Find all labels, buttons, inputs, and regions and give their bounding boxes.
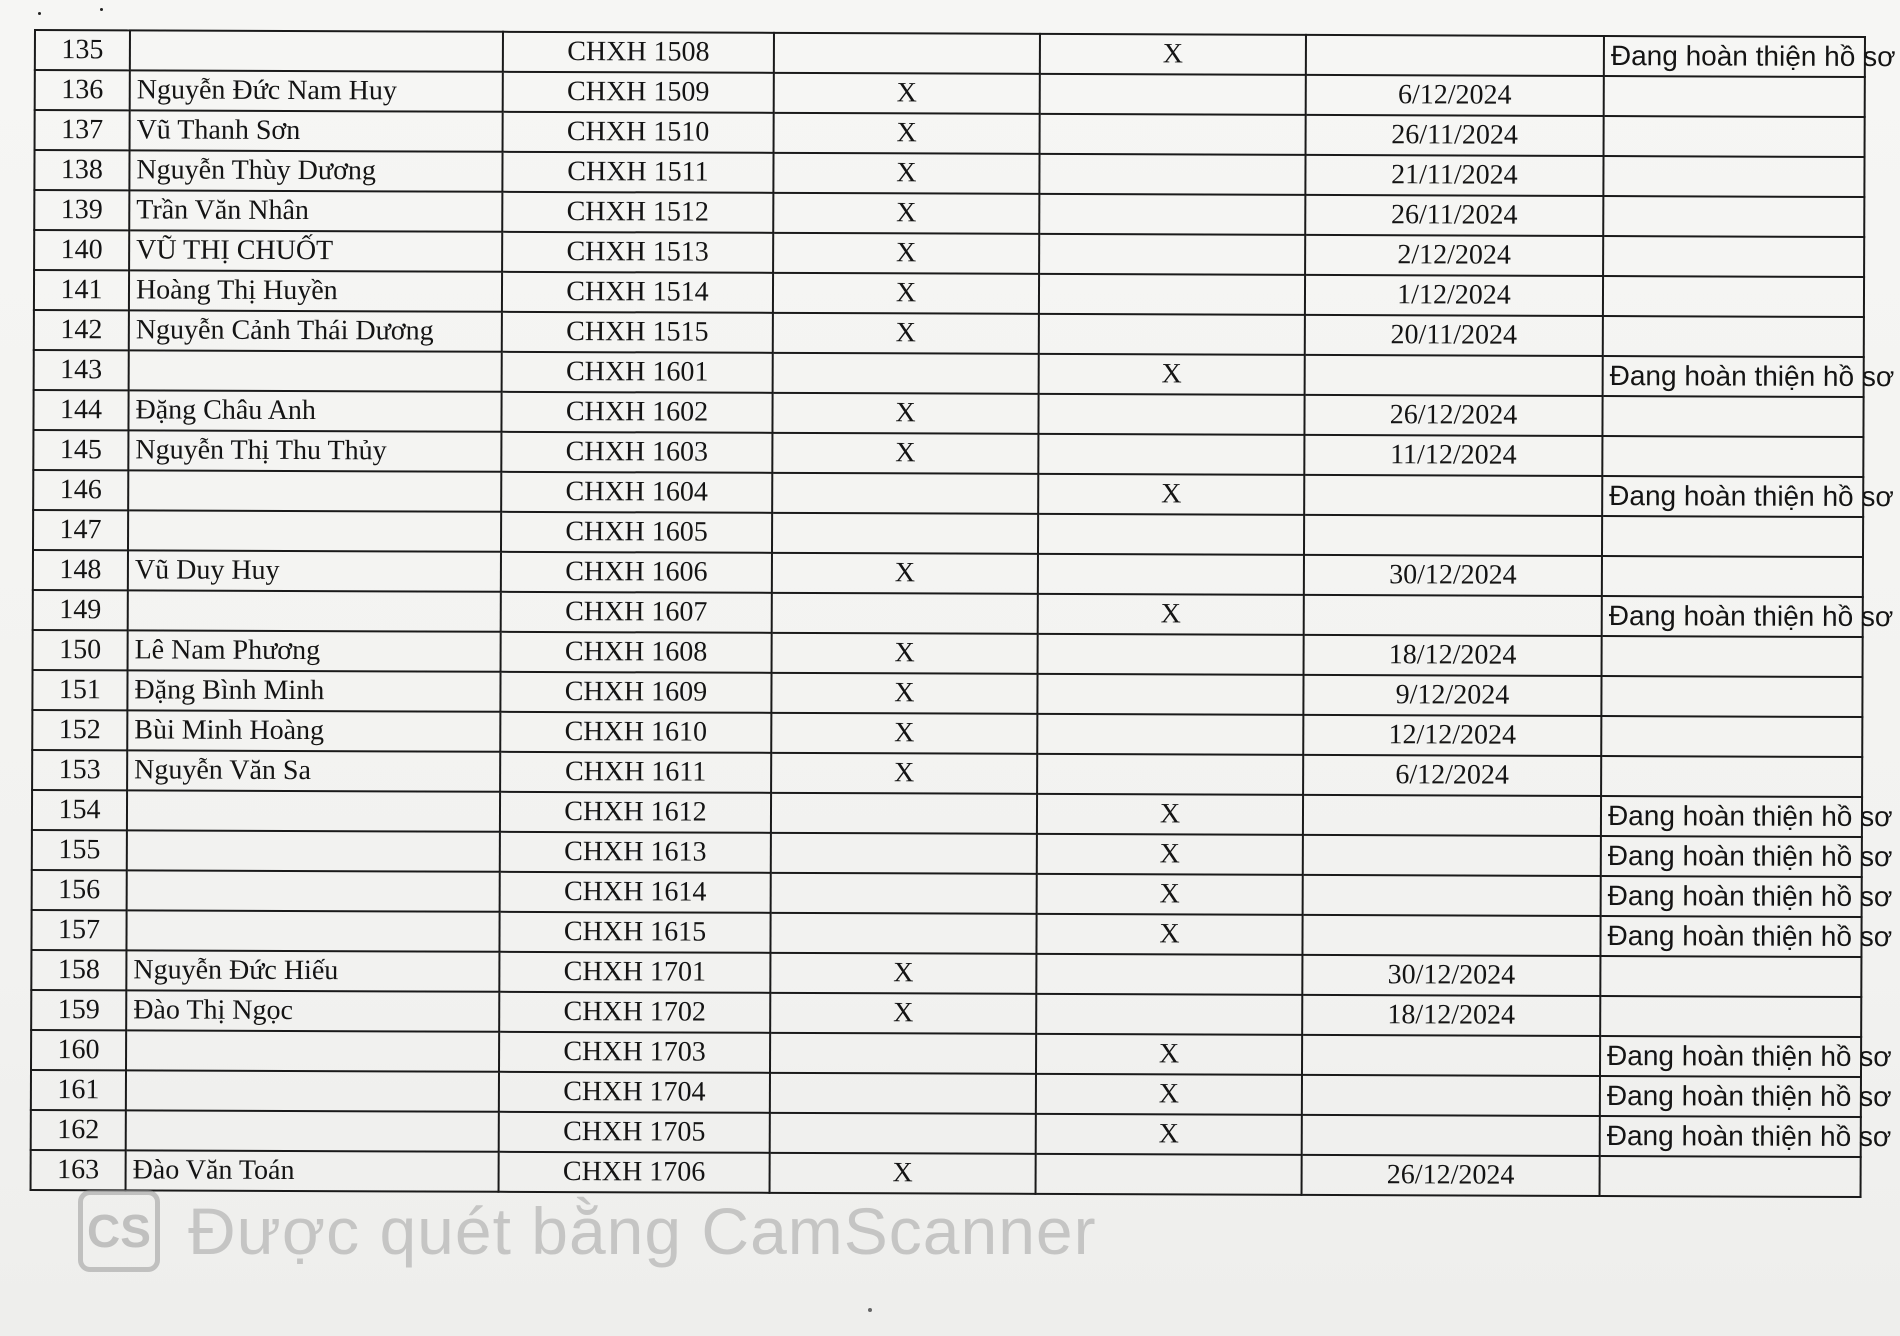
date-cell: 11/12/2024	[1304, 435, 1602, 476]
mark-cell-a: X	[773, 193, 1039, 234]
date-cell: 30/12/2024	[1302, 955, 1600, 996]
mark-cell-a: X	[772, 633, 1038, 674]
mark-cell-b	[1039, 234, 1305, 275]
name-cell	[126, 1070, 499, 1111]
note-cell	[1602, 436, 1863, 477]
note-cell	[1601, 676, 1862, 717]
name-cell	[128, 590, 501, 631]
row-number-cell: 141	[34, 270, 129, 310]
date-cell	[1303, 835, 1601, 876]
table-row	[34, 150, 1864, 197]
note-cell	[1602, 556, 1863, 597]
date-cell: 26/11/2024	[1305, 195, 1603, 236]
scan-specks	[38, 8, 118, 18]
row-number-cell: 152	[32, 710, 127, 750]
date-cell: 6/12/2024	[1303, 755, 1601, 796]
mark-cell-a	[771, 833, 1037, 874]
table-row	[33, 590, 1863, 637]
row-number-cell: 137	[35, 110, 130, 150]
mark-cell-b: X	[1039, 354, 1305, 395]
row-number-cell: 140	[34, 230, 129, 270]
mark-cell-a	[772, 513, 1038, 554]
row-number-cell: 145	[33, 430, 128, 470]
mark-cell-a: X	[774, 113, 1040, 154]
apartment-code-cell: CHXH 1614	[500, 872, 771, 913]
note-cell	[1601, 716, 1862, 757]
mark-cell-b	[1038, 514, 1304, 555]
mark-cell-b	[1040, 74, 1306, 115]
mark-cell-b	[1038, 554, 1304, 595]
date-cell: 26/12/2024	[1304, 395, 1602, 436]
name-cell	[126, 1110, 499, 1151]
table-row	[31, 910, 1861, 957]
note-cell	[1602, 636, 1863, 677]
apartment-code-cell: CHXH 1610	[500, 712, 771, 753]
table-row	[32, 870, 1862, 917]
mark-cell-b	[1039, 274, 1305, 315]
apartment-code-cell: CHXH 1514	[502, 272, 773, 313]
mark-cell-a: X	[771, 673, 1037, 714]
mark-cell-b: X	[1036, 1034, 1302, 1075]
date-cell: 18/12/2024	[1304, 635, 1602, 676]
date-cell: 9/12/2024	[1303, 675, 1601, 716]
mark-cell-a: X	[771, 753, 1037, 794]
name-cell	[127, 830, 500, 871]
mark-cell-b: X	[1037, 834, 1303, 875]
apartment-code-cell: CHXH 1611	[500, 752, 771, 793]
name-cell: Đặng Bình Minh	[127, 670, 500, 711]
apartment-code-cell: CHXH 1704	[499, 1072, 770, 1113]
date-cell: 26/12/2024	[1302, 1155, 1600, 1196]
note-cell: Đang hoàn thiện hồ sơ	[1602, 596, 1863, 637]
name-cell: Nguyễn Văn Sa	[127, 750, 500, 791]
apartment-code-cell: CHXH 1512	[502, 192, 773, 233]
table-row	[31, 1030, 1861, 1077]
date-cell	[1304, 515, 1602, 556]
note-cell	[1603, 316, 1864, 357]
table-row	[34, 190, 1864, 237]
apartment-code-cell: CHXH 1515	[502, 312, 773, 353]
apartment-code-cell: CHXH 1615	[499, 912, 770, 953]
camscanner-logo-icon: CS	[78, 1190, 160, 1272]
mark-cell-a	[770, 913, 1036, 954]
apartment-code-cell: CHXH 1603	[501, 432, 772, 473]
mark-cell-b: X	[1040, 34, 1306, 75]
note-cell	[1604, 116, 1865, 157]
apartment-code-cell: CHXH 1509	[503, 72, 774, 113]
row-number-cell: 146	[33, 470, 128, 510]
name-cell: Vũ Duy Huy	[128, 550, 501, 591]
date-cell	[1302, 1115, 1600, 1156]
mark-cell-b: X	[1036, 1074, 1302, 1115]
name-cell	[129, 350, 502, 391]
note-cell: Đang hoàn thiện hồ sơ	[1601, 836, 1862, 877]
name-cell: Hoàng Thị Huyền	[129, 270, 502, 311]
note-cell: Đang hoàn thiện hồ sơ	[1600, 1116, 1861, 1157]
name-cell: Đào Thị Ngọc	[126, 990, 499, 1031]
row-number-cell: 151	[32, 670, 127, 710]
mark-cell-b	[1036, 1154, 1302, 1195]
note-cell: Đang hoàn thiện hồ sơ	[1600, 1036, 1861, 1077]
note-cell: Đang hoàn thiện hồ sơ	[1601, 796, 1862, 837]
note-cell	[1600, 956, 1861, 997]
name-cell	[126, 910, 499, 951]
mark-cell-a	[772, 593, 1038, 634]
row-number-cell: 157	[31, 910, 126, 950]
name-cell: Bùi Minh Hoàng	[127, 710, 500, 751]
table-row	[31, 950, 1861, 997]
mark-cell-a: X	[773, 233, 1039, 274]
table-row	[34, 230, 1864, 277]
mark-cell-a: X	[772, 433, 1038, 474]
apartment-code-cell: CHXH 1604	[501, 472, 772, 513]
date-cell	[1303, 875, 1601, 916]
mark-cell-a	[770, 1033, 1036, 1074]
mark-cell-b	[1037, 714, 1303, 755]
note-cell	[1603, 276, 1864, 317]
table-row	[35, 30, 1865, 77]
row-number-cell: 143	[34, 350, 129, 390]
mark-cell-a: X	[770, 993, 1036, 1034]
registry-table	[30, 29, 1896, 1198]
apartment-code-cell: CHXH 1602	[501, 392, 772, 433]
name-cell	[128, 470, 501, 511]
table-row	[33, 390, 1863, 437]
mark-cell-b: X	[1038, 474, 1304, 515]
table-row	[31, 1110, 1861, 1157]
date-cell: 30/12/2024	[1304, 555, 1602, 596]
row-number-cell: 161	[31, 1070, 126, 1110]
mark-cell-a	[771, 873, 1037, 914]
table-row	[34, 350, 1864, 397]
name-cell	[130, 30, 503, 71]
mark-cell-a: X	[771, 713, 1037, 754]
name-cell	[128, 510, 501, 551]
name-cell: Đặng Châu Anh	[128, 390, 501, 431]
row-number-cell: 150	[33, 630, 128, 670]
apartment-code-cell: CHXH 1706	[499, 1152, 770, 1193]
mark-cell-a	[770, 1113, 1036, 1154]
mark-cell-b	[1037, 754, 1303, 795]
camscanner-watermark	[78, 1190, 1097, 1272]
row-number-cell: 160	[31, 1030, 126, 1070]
apartment-code-cell: CHXH 1601	[502, 352, 773, 393]
apartment-code-cell: CHXH 1703	[499, 1032, 770, 1073]
date-cell	[1304, 475, 1602, 516]
mark-cell-a	[774, 33, 1040, 74]
name-cell: Trần Văn Nhân	[129, 190, 502, 231]
mark-cell-a	[772, 473, 1038, 514]
row-number-cell: 135	[35, 30, 130, 70]
row-number-cell: 159	[31, 990, 126, 1030]
note-cell	[1600, 1156, 1861, 1197]
table-body	[31, 30, 1896, 1197]
mark-cell-b	[1038, 634, 1304, 675]
table-row	[32, 670, 1862, 717]
apartment-code-cell: CHXH 1701	[499, 952, 770, 993]
apartment-code-cell: CHXH 1513	[502, 232, 773, 273]
mark-cell-b	[1039, 194, 1305, 235]
date-cell	[1302, 1075, 1600, 1116]
apartment-code-cell: CHXH 1606	[501, 552, 772, 593]
note-cell	[1603, 196, 1864, 237]
apartment-code-cell: CHXH 1508	[503, 32, 774, 73]
table-row	[32, 830, 1862, 877]
table-row	[32, 710, 1862, 757]
table-row	[34, 270, 1864, 317]
mark-cell-a: X	[772, 553, 1038, 594]
date-cell: 21/11/2024	[1305, 155, 1603, 196]
note-cell: Đang hoàn thiện hồ sơ	[1604, 36, 1865, 77]
row-number-cell: 158	[31, 950, 126, 990]
mark-cell-b: X	[1038, 594, 1304, 635]
mark-cell-a	[770, 1073, 1036, 1114]
mark-cell-b	[1039, 154, 1305, 195]
row-number-cell: 142	[34, 310, 129, 350]
mark-cell-b: X	[1037, 874, 1303, 915]
table-row	[35, 110, 1865, 157]
note-cell	[1604, 76, 1865, 117]
name-cell: Nguyễn Thị Thu Thủy	[128, 430, 501, 471]
date-cell	[1305, 355, 1603, 396]
mark-cell-b: X	[1036, 914, 1302, 955]
name-cell: Nguyễn Thùy Dương	[129, 150, 502, 191]
mark-cell-a: X	[770, 953, 1036, 994]
apartment-code-cell: CHXH 1705	[499, 1112, 770, 1153]
apartment-code-cell: CHXH 1510	[503, 112, 774, 153]
table-row	[33, 510, 1863, 557]
mark-cell-a: X	[773, 313, 1039, 354]
date-cell: 12/12/2024	[1303, 715, 1601, 756]
watermark-text: Được quét bằng CamScanner	[188, 1194, 1097, 1268]
name-cell: Nguyễn Cảnh Thái Dương	[129, 310, 502, 351]
mark-cell-b	[1038, 434, 1304, 475]
mark-cell-a	[771, 793, 1037, 834]
apartment-code-cell: CHXH 1608	[501, 632, 772, 673]
mark-cell-b	[1039, 314, 1305, 355]
note-cell	[1600, 996, 1861, 1037]
apartment-code-cell: CHXH 1605	[501, 512, 772, 553]
table-row	[32, 790, 1862, 837]
apartment-code-cell: CHXH 1612	[500, 792, 771, 833]
apartment-code-cell: CHXH 1607	[501, 592, 772, 633]
scan-speck	[868, 1308, 872, 1312]
row-number-cell: 154	[32, 790, 127, 830]
row-number-cell: 149	[33, 590, 128, 630]
mark-cell-b	[1036, 954, 1302, 995]
note-cell: Đang hoàn thiện hồ sơ	[1601, 876, 1862, 917]
table-row	[35, 70, 1865, 117]
row-number-cell: 144	[33, 390, 128, 430]
mark-cell-a: X	[770, 1153, 1036, 1194]
date-cell	[1304, 595, 1602, 636]
name-cell: Đào Văn Toán	[126, 1150, 499, 1191]
row-number-cell: 136	[35, 70, 130, 110]
mark-cell-a: X	[774, 73, 1040, 114]
note-cell	[1601, 756, 1862, 797]
name-cell: Nguyễn Đức Hiếu	[126, 950, 499, 991]
apartment-code-cell: CHXH 1609	[500, 672, 771, 713]
apartment-code-cell: CHXH 1511	[502, 152, 773, 193]
mark-cell-b	[1037, 674, 1303, 715]
name-cell	[127, 870, 500, 911]
note-cell: Đang hoàn thiện hồ sơ	[1603, 356, 1864, 397]
row-number-cell: 148	[33, 550, 128, 590]
name-cell: VŨ THỊ CHUỐT	[129, 230, 502, 271]
date-cell: 2/12/2024	[1305, 235, 1603, 276]
mark-cell-b	[1036, 994, 1302, 1035]
table-row	[33, 430, 1863, 477]
note-cell	[1602, 516, 1863, 557]
table-row	[33, 550, 1863, 597]
row-number-cell: 155	[32, 830, 127, 870]
table-row	[34, 310, 1864, 357]
date-cell: 20/11/2024	[1305, 315, 1603, 356]
table-row	[33, 470, 1863, 517]
name-cell: Nguyễn Đức Nam Huy	[130, 70, 503, 111]
date-cell: 6/12/2024	[1306, 75, 1604, 116]
note-cell	[1602, 396, 1863, 437]
mark-cell-b	[1038, 394, 1304, 435]
row-number-cell: 147	[33, 510, 128, 550]
apartment-code-cell: CHXH 1613	[500, 832, 771, 873]
mark-cell-a: X	[773, 273, 1039, 314]
table-row	[31, 1070, 1861, 1117]
mark-cell-b: X	[1037, 794, 1303, 835]
apartment-code-cell: CHXH 1702	[499, 992, 770, 1033]
date-cell	[1306, 35, 1604, 76]
table-row	[32, 750, 1862, 797]
row-number-cell: 156	[32, 870, 127, 910]
row-number-cell: 163	[31, 1150, 126, 1190]
note-cell	[1603, 236, 1864, 277]
row-number-cell: 153	[32, 750, 127, 790]
date-cell	[1303, 795, 1601, 836]
row-number-cell: 139	[34, 190, 129, 230]
table-row	[31, 1150, 1861, 1197]
date-cell	[1302, 915, 1600, 956]
table-row	[31, 990, 1861, 1037]
name-cell	[127, 790, 500, 831]
date-cell	[1302, 1035, 1600, 1076]
mark-cell-b	[1040, 114, 1306, 155]
date-cell: 18/12/2024	[1302, 995, 1600, 1036]
note-cell	[1603, 156, 1864, 197]
name-cell: Lê Nam Phương	[128, 630, 501, 671]
note-cell: Đang hoàn thiện hồ sơ	[1602, 476, 1863, 517]
mark-cell-a	[773, 353, 1039, 394]
mark-cell-a: X	[772, 393, 1038, 434]
mark-cell-a: X	[773, 153, 1039, 194]
row-number-cell: 138	[34, 150, 129, 190]
date-cell: 1/12/2024	[1305, 275, 1603, 316]
mark-cell-b: X	[1036, 1114, 1302, 1155]
name-cell	[126, 1030, 499, 1071]
row-number-cell: 162	[31, 1110, 126, 1150]
note-cell: Đang hoàn thiện hồ sơ	[1600, 916, 1861, 957]
note-cell: Đang hoàn thiện hồ sơ	[1600, 1076, 1861, 1117]
name-cell: Vũ Thanh Sơn	[130, 110, 503, 151]
date-cell: 26/11/2024	[1306, 115, 1604, 156]
table-row	[33, 630, 1863, 677]
